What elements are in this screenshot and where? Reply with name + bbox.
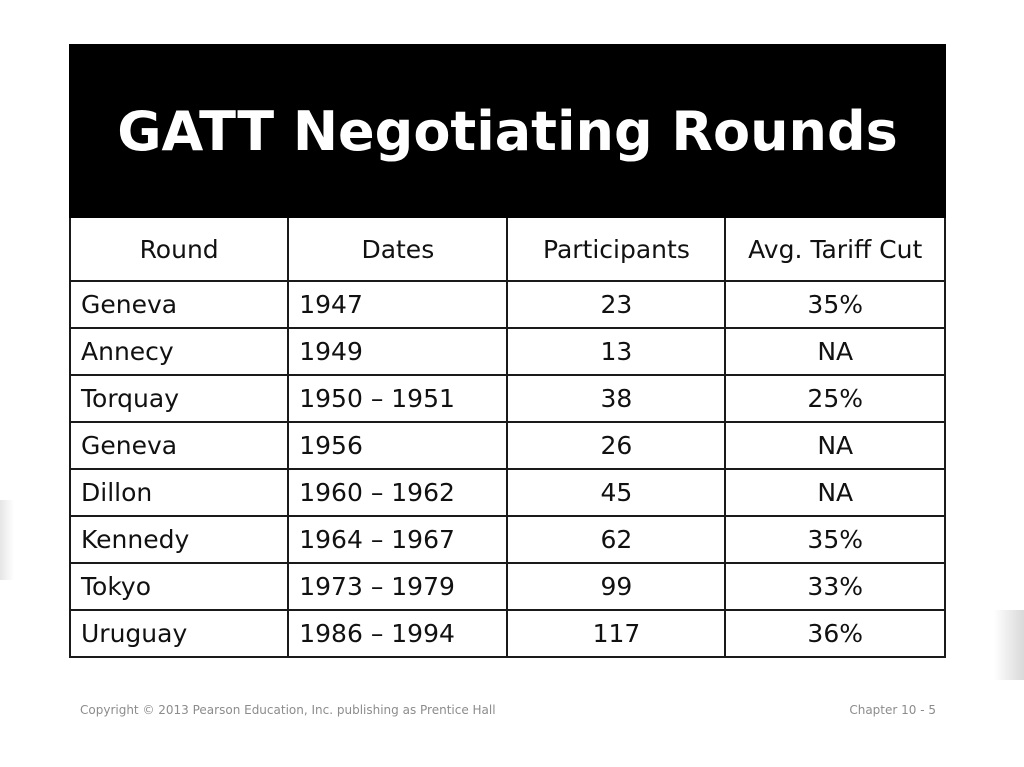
cell-tariff-cut: 35% [725,516,945,563]
cell-dates: 1950 – 1951 [288,375,507,422]
cell-tariff-cut: 36% [725,610,945,657]
left-edge-shadow [0,500,14,580]
cell-participants: 117 [507,610,725,657]
cell-dates: 1947 [288,281,507,328]
page-number: Chapter 10 - 5 [849,703,936,717]
cell-participants: 62 [507,516,725,563]
cell-round: Uruguay [70,610,288,657]
copyright-footer: Copyright © 2013 Pearson Education, Inc. publishing as Prentice Hall [80,703,496,717]
cell-round: Annecy [70,328,288,375]
table-row [70,281,945,328]
cell-participants: 26 [507,422,725,469]
gatt-rounds-table [69,218,946,658]
cell-participants: 99 [507,563,725,610]
cell-round: Tokyo [70,563,288,610]
cell-round: Torquay [70,375,288,422]
table-header-row [70,218,945,281]
cell-round: Geneva [70,422,288,469]
cell-dates: 1964 – 1967 [288,516,507,563]
cell-dates: 1949 [288,328,507,375]
title-bar [69,44,946,218]
cell-dates: 1973 – 1979 [288,563,507,610]
table-row [70,516,945,563]
cell-participants: 38 [507,375,725,422]
right-edge-shadow [994,610,1024,680]
header-participants: Participants [507,218,725,281]
table-row [70,469,945,516]
cell-tariff-cut: 35% [725,281,945,328]
slide-title: GATT Negotiating Rounds [117,99,898,163]
table-row [70,422,945,469]
cell-dates: 1986 – 1994 [288,610,507,657]
header-round: Round [70,218,288,281]
header-tariff-cut: Avg. Tariff Cut [725,218,945,281]
cell-tariff-cut: NA [725,469,945,516]
cell-round: Kennedy [70,516,288,563]
cell-participants: 23 [507,281,725,328]
cell-participants: 45 [507,469,725,516]
cell-round: Geneva [70,281,288,328]
table-row [70,375,945,422]
cell-participants: 13 [507,328,725,375]
cell-tariff-cut: 25% [725,375,945,422]
cell-tariff-cut: 33% [725,563,945,610]
cell-tariff-cut: NA [725,328,945,375]
header-dates: Dates [288,218,507,281]
cell-tariff-cut: NA [725,422,945,469]
cell-dates: 1956 [288,422,507,469]
cell-round: Dillon [70,469,288,516]
table-row [70,610,945,657]
cell-dates: 1960 – 1962 [288,469,507,516]
table-row [70,328,945,375]
table-row [70,563,945,610]
